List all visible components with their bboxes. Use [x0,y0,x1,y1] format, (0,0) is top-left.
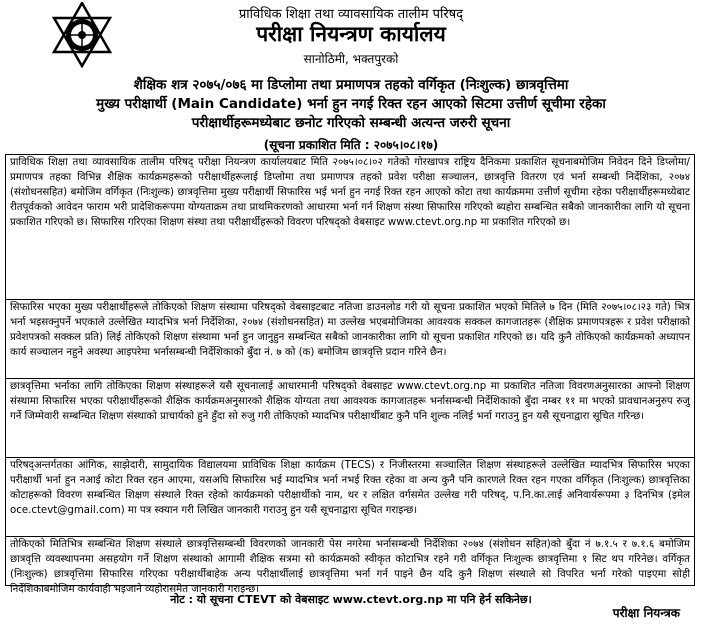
notice-body [5,154,695,595]
paragraph-3: छात्रवृत्तिमा भर्नाका लागि तोकिएका शिक्षण संस्थाहरूले यसै सूचनालाई आधारमानी परिषद्को वेबसाइट www.ctevt.org.np मा प्रकाशित नतिजा विवरणअनुसारका आफ्नो शिक्षण संस्थामा सिफारिस भएका परीक्षार्थीहरूको शैक्षिक कार्यक्रमअनुसारको शैक्षिक योग्यता तथा आवश्यक कागजातहरू भर्नासम्बन्धी निर्देशिकाको बुँदा नम्बर ११ मा भएको प्रावधानअनुरुप रुजु गर्ने जिम्मेवारी सम्बन्धित शिक्षण संस्थाको प्राचार्यको हुने हुँदा सो रुजु गरी तोकिएको म्यादभित्र परीक्षार्थीबाट कुनै पनि शुल्क नलिई भर्ना गराउनु हुन यसै सूचनाद्वारा सूचित गरिन्छ। [6,379,694,458]
paragraph-4: परिषद्अन्तर्गतका आंगिक, साझेदारी, सामुदायिक विद्यालयमा प्राविधिक शिक्षा कार्यक्रम (TECS) र निजीस्तरमा सञ्चालित शिक्षण संस्थाहरूले उल्लेखित म्यादभित्र सिफारिस भएका परीक्षार्थी भर्ना हुन नआई कोटा रिक्त रहन आएमा, यसअघि सिफारिस भई म्यादभित्र भर्ना नभई रिक्त रहेका वा अन्य कुनै पनि कारणले रिक्त रहन गएका वर्गिकृत (निःशुल्क) छात्रवृत्तिका कोटाहरूको विवरण सम्बन्धित शिक्षण संस्थाले रिक्त रहेको कार्यक्रमको परीक्षार्थीको नाम, थर र लक्षित वर्गसमेत उल्लेख गरी परिषद्, प.नि.का.लाई अनिवार्यरूपमा ३ दिनभित्र (इमेल oce.ctevt@gmail.com) मा पत्र स्क्यान गरी लिखित जानकारी गराउनु हुन यसै सूचनाद्वारा सूचित गराइन्छ। [6,458,694,537]
header [0,0,702,72]
paragraph-1: प्राविधिक शिक्षा तथा व्यावसायिक तालीम परिषद् परीक्षा नियन्त्रण कार्यालयबाट मिति २०७५।०८।०२ गतेको गोरखापत्र राष्ट्रिय दैनिकमा प्रकाशित सूचनाबमोजिम निवेदन दिने डिप्लोमा/प्रमाणपत्र तहका विभिन्न शैक्षिक कार्यक्रमहरूको परीक्षार्थीहरूलाई डिप्लोमा तथा प्रमाणपत्र तहको प्रवेश परीक्षा सञ्चालन, छात्रवृत्ति वितरण एवं भर्ना सम्बन्धी निर्देशिका, २०७४ (संशोधनसहित) बमोजिम वर्गिकृत (निःशुल्क) छात्रवृत्तिमा मुख्य परीक्षार्थी सिफारिस भई भर्ना हुन नगई रिक्त रहन आएको कोटा तथा कार्यक्रममा उत्तीर्ण सूचीमा रहेका परीक्षार्थीहरूमध्येबाट रीतपूर्वकको आवेदन फाराम भरी प्रादेशिकरूपमा योग्यताक्रम तथा प्राथमिकरणको आधारमा भर्ना गर्न शिक्षण संस्था सिफारिस गरिएको ब्यहोरा सम्बन्धित सबैको जानकारीका लागि यो सूचना प्रकाशित गरिएको छ। सिफारिस गरिएका शिक्षण संस्था तथा परीक्षार्थीहरूको विवरण परिषद्को वेबसाइट www.ctevt.org.np मा प्रकाशित गरिएको छ। [6,155,694,300]
title-line-1: शैक्षिक शत्र २०७५/०७६ मा डिप्लोमा तथा प्रमाणपत्र तहको वर्गिकृत (निःशुल्क) छात्रवृत्तिमा [133,77,569,93]
note-text: नोट : यो सूचना CTEVT को वेबसाइट www.ctevt.org.np मा पनि हेर्न सकिनेछ। [170,593,532,606]
signature: परीक्षा नियन्त्रक [612,606,680,620]
paragraph-2: सिफारिस भएका मुख्य परीक्षार्थीहरूले तोकिएको शिक्षण संस्थामा परिषद्को वेबसाइटबाट नतिजा डाउनलोड गरी यो सूचना प्रकाशित भएको मितिले ७ दिन (मिति २०७५।०८।२३ गते) भित्र भर्ना भइसक्नुपर्ने भएकाले उल्लेखित म्यादभित्र भर्ना निर्देशिका, २०७४ (संशोधनसहित) मा उल्लेख भएबमोजिमका आवश्यक सक्कल कागजातहरू (शैक्षिक प्रमाणपत्रहरू र प्रवेश परीक्षाको प्रवेशपत्रको सक्कल प्रति) लिई तोकिएको शिक्षण संस्थामा भर्ना हुन जानुहुन सम्बन्धित सबैको जानकारीका लागि यो सूचना प्रकाशित गरिएको छ। यदि कुनै तोकिएको कार्यक्रमको अध्यापन कार्य सञ्चालन नहुने अवस्था आइपरेमा भर्नासम्बन्धी निर्देशिकाको बुँदा नं. ७ को (क) बमोजिम छात्रवृत्ति प्रदान गरिने छैन। [6,300,694,379]
org-name: प्राविधिक शिक्षा तथा व्यावसायिक तालीम परिषद् [238,7,464,22]
office-address: सानोठिमी, भक्तपुरको [303,52,399,66]
office-name: परीक्षा नियन्त्रण कार्यालय [256,22,446,46]
title-line-2: मुख्य परीक्षार्थी (Main Candidate) भर्ना हुन नगई रिक्त रहन आएको सिटमा उत्तीर्ण सूचीमा रहेका [96,96,606,112]
title-line-3: परीक्षार्थीहरूमध्येबाट छनोट गरिएको सम्बन्धी अत्यन्त जरुरी सूचना [191,115,511,131]
paragraph-5: तोकिएको मितिभित्र सम्बन्धित शिक्षण संस्थाले छात्रवृत्तिसम्बन्धी विवरणको जानकारी पेस नगरेमा भर्नासम्बन्धी निर्देशिका २०७४ (संशोधन सहित)को बुँदा नं ७.१.५ र ७.१.६ बमोजिम छात्रवृत्ति व्यवस्थापनमा असहयोग गर्ने शिक्षण संस्थाको आगामी शैक्षिक सत्रमा सो कार्यक्रमको स्वीकृत कोटाभित्र रहने गरी वर्गिकृत निःशुल्क छात्रवृत्तिमा १ सिट थप गरिनेछ। वर्गिकृत (निःशुल्क) छात्रवृत्तिमा सिफारिस गरिएका परीक्षार्थीबाहेक अन्य परीक्षार्थीलाई छात्रवृत्तिमा भर्ना गर्न पाइने छैन यदि कुनै शिक्षण संस्थाले सो विपरित भर्ना गरेको पाइएमा सोही निर्देशिकाबमोजिम कार्यवाही भइजाने व्यहोरासमेत जानकारी गराइन्छ। [10,539,690,595]
notice-title [0,76,702,133]
published-date: (सूचना प्रकाशित मिति : २०७५।०८।१७) [263,138,439,152]
